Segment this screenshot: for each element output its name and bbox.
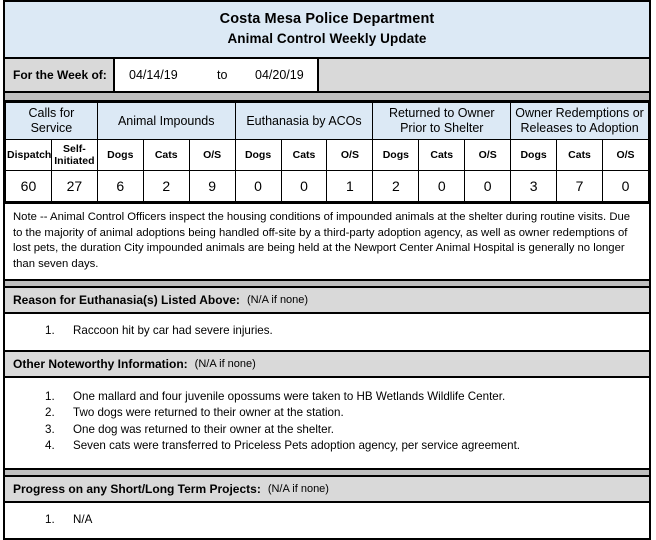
section-spacer-bar: [5, 93, 649, 102]
list-item: [13, 512, 641, 529]
subheader-dispatch: Dispatch: [6, 140, 52, 171]
list-item-number: 1.: [45, 323, 65, 340]
value-returned-os: 0: [465, 171, 511, 202]
subheader-returned-cats: Cats: [419, 140, 465, 171]
value-impounds-os: 9: [189, 171, 235, 202]
list-item: [13, 438, 641, 455]
group-header-returned-to-owner: Returned to Owner Prior to Shelter: [373, 103, 511, 140]
group-header-owner-redemptions: Owner Redemptions or Releases to Adoption: [511, 103, 649, 140]
document-title-block: [5, 2, 649, 59]
value-returned-dogs: 2: [373, 171, 419, 202]
list-item-text: Raccoon hit by car had severe injuries.: [73, 324, 273, 337]
group-header-calls-for-service: Calls for Service: [6, 103, 98, 140]
page-subtitle: Animal Control Weekly Update: [5, 29, 649, 48]
value-impounds-dogs: 6: [97, 171, 143, 202]
list-item-number: 4.: [45, 438, 65, 455]
list-item-number: 3.: [45, 422, 65, 439]
subheader-euthanasia-os: O/S: [327, 140, 373, 171]
week-of-filler: [319, 59, 649, 91]
section-title-projects-progress: Progress on any Short/Long Term Projects:: [13, 482, 261, 496]
value-dispatch: 60: [6, 171, 52, 202]
subheader-redemptions-os: O/S: [602, 140, 648, 171]
section-spacer-bar-3: [5, 470, 649, 477]
section-title-other-noteworthy: Other Noteworthy Information:: [13, 357, 188, 371]
subheader-redemptions-cats: Cats: [557, 140, 603, 171]
subheader-impounds-cats: Cats: [143, 140, 189, 171]
section-body-other-noteworthy: [5, 378, 649, 470]
other-noteworthy-list: [13, 389, 641, 455]
table-values-row: [6, 171, 649, 202]
week-start-date: 04/14/19: [129, 68, 178, 82]
value-redemptions-os: 0: [602, 171, 648, 202]
value-euthanasia-os: 1: [327, 171, 373, 202]
table-subheader-row: [6, 140, 649, 171]
week-of-date-range[interactable]: [113, 59, 319, 91]
section-body-projects-progress: [5, 503, 649, 540]
impound-note-text: Note -- Animal Control Officers inspect the housing conditions of impounded animals at the shelter during routine visits. Due to the majority of animal adoptions being handled off-site by a third-party adoption agency, as well as owner redemptions of lost pets, the duration City impounded animals are being held at the Newport Center Animal Hospital is generally no longer than seven days.: [5, 204, 649, 281]
group-header-euthanasia-by-acos: Euthanasia by ACOs: [235, 103, 373, 140]
table-group-header-row: [6, 103, 649, 140]
list-item: [13, 422, 641, 439]
statistics-table-wrapper: [5, 102, 649, 204]
list-item-number: 2.: [45, 405, 65, 422]
subheader-returned-os: O/S: [465, 140, 511, 171]
week-end-date: 04/20/19: [255, 68, 304, 82]
value-self-initiated: 27: [51, 171, 97, 202]
subheader-returned-dogs: Dogs: [373, 140, 419, 171]
section-header-euthanasia-reason: [5, 288, 649, 314]
group-header-animal-impounds: Animal Impounds: [97, 103, 235, 140]
week-of-label: For the Week of:: [5, 59, 113, 91]
list-item-text: N/A: [73, 513, 92, 526]
subheader-impounds-os: O/S: [189, 140, 235, 171]
value-impounds-cats: 2: [143, 171, 189, 202]
weekly-update-document: [3, 0, 651, 540]
list-item-number: 1.: [45, 389, 65, 406]
section-body-euthanasia-reason: [5, 314, 649, 352]
list-item: [13, 405, 641, 422]
subheader-euthanasia-dogs: Dogs: [235, 140, 281, 171]
list-item-text: Two dogs were returned to their owner at the station.: [73, 406, 344, 419]
section-hint-other-noteworthy: (N/A if none): [195, 358, 256, 370]
week-of-row: [5, 59, 649, 93]
projects-progress-list: [13, 512, 641, 529]
section-header-projects-progress: [5, 477, 649, 503]
value-redemptions-dogs: 3: [511, 171, 557, 202]
list-item: [13, 323, 641, 340]
list-item: [13, 389, 641, 406]
statistics-table: [5, 102, 649, 202]
subheader-self-initiated: Self-Initiated: [51, 140, 97, 171]
euthanasia-reason-list: [13, 323, 641, 340]
list-item-text: Seven cats were transferred to Priceless Pets adoption agency, per service agreement.: [73, 439, 520, 452]
section-title-euthanasia-reason: Reason for Euthanasia(s) Listed Above:: [13, 293, 240, 307]
section-hint-euthanasia-reason: (N/A if none): [247, 294, 308, 306]
list-item-number: 1.: [45, 512, 65, 529]
section-spacer-bar-2: [5, 281, 649, 288]
value-euthanasia-dogs: 0: [235, 171, 281, 202]
subheader-redemptions-dogs: Dogs: [511, 140, 557, 171]
list-item-text: One mallard and four juvenile opossums were taken to HB Wetlands Wildlife Center.: [73, 390, 505, 403]
subheader-euthanasia-cats: Cats: [281, 140, 327, 171]
value-euthanasia-cats: 0: [281, 171, 327, 202]
section-hint-projects-progress: (N/A if none): [268, 483, 329, 495]
subheader-impounds-dogs: Dogs: [97, 140, 143, 171]
week-date-separator: to: [217, 68, 227, 82]
section-header-other-noteworthy: [5, 352, 649, 378]
page-title: Costa Mesa Police Department: [5, 9, 649, 29]
list-item-text: One dog was returned to their owner at the shelter.: [73, 423, 334, 436]
value-redemptions-cats: 7: [557, 171, 603, 202]
value-returned-cats: 0: [419, 171, 465, 202]
